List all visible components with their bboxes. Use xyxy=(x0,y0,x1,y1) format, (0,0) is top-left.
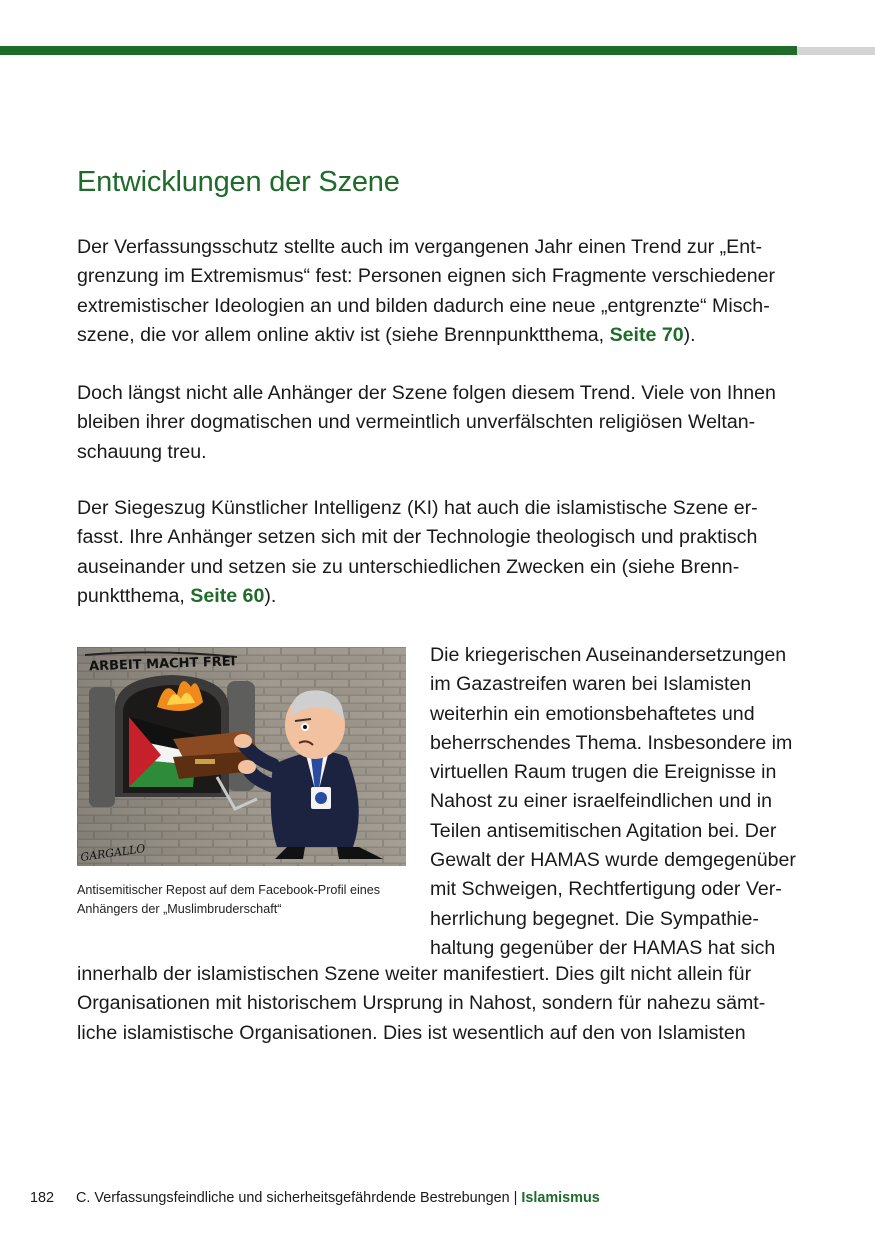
text-line: Nahost zu einer israelfeindlichen und in xyxy=(430,790,773,813)
cartoon-illustration xyxy=(77,647,406,866)
text-line: ). xyxy=(264,584,277,607)
text-line: liche islamistische Organisationen. Dies ist wesentlich auf den von Islamisten xyxy=(77,1021,746,1044)
page-footer xyxy=(30,1190,600,1206)
paragraph-3 xyxy=(77,494,797,611)
footer-separator: | xyxy=(509,1190,522,1206)
text-line: Organisationen mit historischem Ursprung in Nahost, sondern für nahezu sämt- xyxy=(77,992,766,1015)
artist-signature: GARGALLO xyxy=(79,841,147,864)
header-rule xyxy=(0,46,797,55)
text-line: mit Schweigen, Rechtfertigung oder Ver- xyxy=(430,878,782,901)
text-line: beherrschendes Thema. Insbesondere im xyxy=(430,731,793,754)
text-line: ). xyxy=(683,323,696,346)
text-line: extremistischer Ideologien an und bilden dadurch eine neue „entgrenzte“ Misch- xyxy=(77,294,770,317)
text-line: szene, die vor allem online aktiv ist (siehe Brennpunktthema, xyxy=(77,323,610,346)
text-line: weiterhin ein emotionsbehaftetes und xyxy=(430,702,755,725)
text-line: Die kriegerischen Auseinandersetzungen xyxy=(430,644,787,666)
paragraph-1 xyxy=(77,233,797,350)
section-heading: Entwicklungen der Szene xyxy=(77,166,400,198)
text-line: grenzung im Extremismus“ fest: Personen eignen sich Fragmente verschiedener xyxy=(77,265,776,288)
section-name: Islamismus xyxy=(521,1190,600,1206)
sign-text: ARBEIT MACHT FREI xyxy=(88,654,236,675)
text-line: punktthema, xyxy=(77,584,191,607)
text-line: Der Siegeszug Künstlicher Intelligenz (KI) hat auch die islamistische Szene er- xyxy=(77,497,758,519)
text-line: Gewalt der HAMAS wurde demgegenüber xyxy=(430,849,796,872)
text-line: fasst. Ihre Anhänger setzen sich mit der Technologie theologisch und praktisch xyxy=(77,526,758,549)
text-line: haltung gegenüber der HAMAS hat sich xyxy=(430,936,776,959)
page-reference-link[interactable]: Seite 70 xyxy=(609,323,684,346)
side-text xyxy=(430,641,800,963)
text-line: herrlichung begegnet. Die Sympathie- xyxy=(430,907,759,930)
paragraph-2 xyxy=(77,379,797,467)
text-line: virtuellen Raum trugen die Ereignisse in xyxy=(430,761,777,784)
text-line: im Gazastreifen waren bei Islamisten xyxy=(430,673,752,696)
figure-caption xyxy=(77,881,407,919)
text-line: Doch längst nicht alle Anhänger der Szene folgen diesem Trend. Viele von Ihnen xyxy=(77,382,776,404)
chapter-title: C. Verfassungsfeindliche und sicherheitsgefährdende Bestrebungen xyxy=(76,1190,510,1206)
caption-line: Anhängers der „Muslimbruderschaft“ xyxy=(77,902,282,916)
text-line: bleiben ihrer dogmatischen und vermeintlich unverfälschten religiösen Weltan- xyxy=(77,411,756,434)
continuation-text xyxy=(77,960,797,1048)
text-line: innerhalb der islamistischen Szene weiter manifestiert. Dies gilt nicht allein für xyxy=(77,963,752,985)
text-line: Der Verfassungsschutz stellte auch im vergangenen Jahr einen Trend zur „Ent- xyxy=(77,236,763,258)
header-rule-end xyxy=(797,47,875,55)
text-line: schauung treu. xyxy=(77,440,207,463)
caption-line: Antisemitischer Repost auf dem Facebook-Profil eines xyxy=(77,883,381,897)
text-line: auseinander und setzen sie zu unterschiedlichen Zwecken ein (siehe Brenn- xyxy=(77,555,740,578)
text-line: Teilen antisemitischen Agitation bei. Der xyxy=(430,819,777,842)
page-reference-link[interactable]: Seite 60 xyxy=(190,584,265,607)
page-number: 182 xyxy=(30,1190,55,1206)
cartoon-image xyxy=(77,647,406,866)
